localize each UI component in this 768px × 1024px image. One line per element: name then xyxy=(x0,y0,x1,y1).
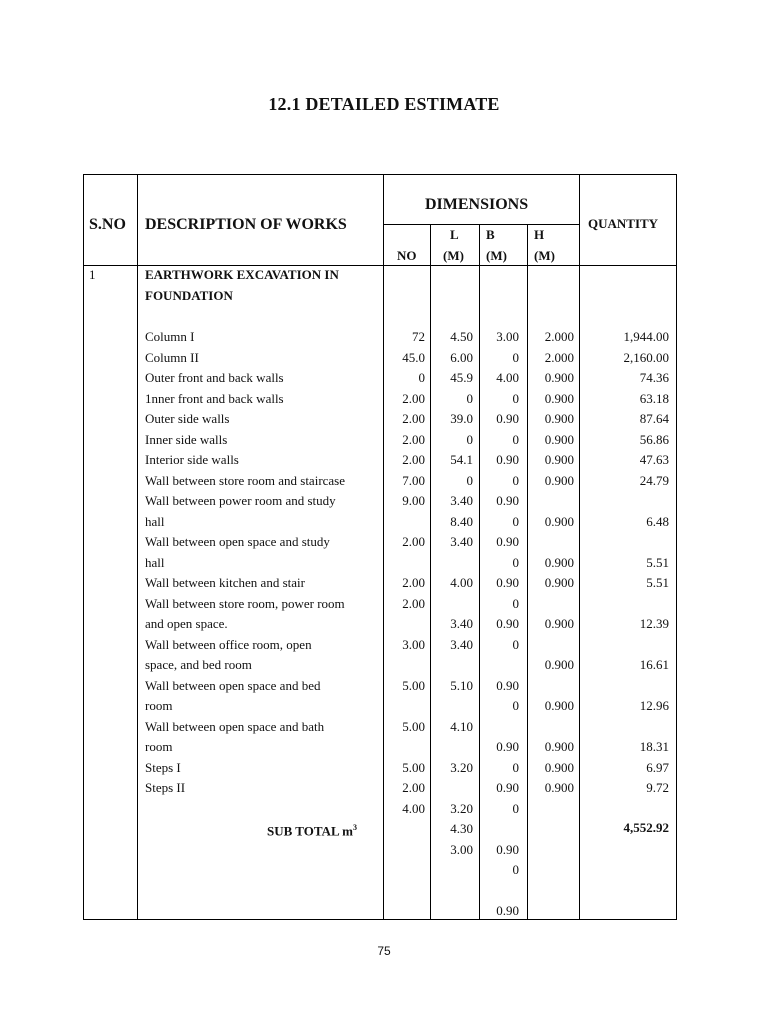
quantity-value: 12.39 xyxy=(639,616,669,631)
header-sno: S.NO xyxy=(89,216,126,233)
work-description: Outer side walls xyxy=(145,411,230,426)
work-description: space, and bed room xyxy=(145,657,252,672)
height-value: 0.900 xyxy=(544,472,574,488)
length-value: 3.40 xyxy=(450,616,473,631)
length-value: 6.00 xyxy=(450,349,473,365)
no-value: 2.00 xyxy=(402,595,425,611)
breadth-value: 0.90 xyxy=(496,616,519,631)
column-divider xyxy=(137,174,138,920)
breadth-value: 0.90 xyxy=(496,739,519,754)
height-value: 0.900 xyxy=(544,411,574,426)
height-value: 0.900 xyxy=(544,575,574,590)
work-description: Outer front and back walls xyxy=(145,370,284,385)
header-bottom-line xyxy=(83,265,677,266)
length-value: 54.1 xyxy=(450,452,473,467)
quantity-value: 24.79 xyxy=(639,472,669,488)
work-description: Wall between open space and study xyxy=(145,534,330,549)
work-description: Wall between kitchen and stair xyxy=(145,575,305,590)
quantity-value: 63.18 xyxy=(639,390,669,406)
subtotal-label: SUB TOTAL $m^3$ xyxy=(267,823,357,839)
header-h: H xyxy=(534,227,545,242)
height-value: 0.900 xyxy=(544,554,574,570)
header-no: NO xyxy=(397,248,417,263)
item-sno: 1 xyxy=(89,267,96,282)
work-description: Column I xyxy=(145,329,195,344)
page-number: 75 xyxy=(377,944,391,958)
work-description: Wall between store room and staircase xyxy=(145,472,346,488)
no-value: 72 xyxy=(412,329,425,344)
breadth-value: 0.90 xyxy=(496,841,519,857)
quantity-value: 47.63 xyxy=(639,452,669,467)
height-value: 0.900 xyxy=(544,739,574,754)
length-value: 4.00 xyxy=(450,575,473,590)
length-value: 3.20 xyxy=(450,759,473,775)
quantity-value: 56.86 xyxy=(639,431,669,447)
length-value: 3.40 xyxy=(450,636,473,652)
no-value: 5.00 xyxy=(402,718,425,734)
quantity-value: 5.51 xyxy=(646,575,669,590)
no-value: 2.00 xyxy=(402,452,425,467)
quantity-value: 18.31 xyxy=(639,739,669,754)
quantity-value: 6.97 xyxy=(646,759,669,775)
no-value: 3.00 xyxy=(402,636,425,652)
length-value: 4.30 xyxy=(450,821,473,836)
no-value: 4.00 xyxy=(402,800,425,816)
height-value: 0.900 xyxy=(544,780,574,795)
work-description: hall xyxy=(145,554,165,570)
work-description: Wall between power room and study xyxy=(145,493,336,508)
breadth-value: 0 xyxy=(512,759,519,775)
breadth-value: 0 xyxy=(512,636,519,652)
breadth-value: 3.00 xyxy=(496,329,519,344)
no-value: 2.00 xyxy=(402,431,425,447)
breadth-value: 0 xyxy=(512,800,519,816)
length-value: 0 xyxy=(466,431,473,447)
breadth-value: 0.90 xyxy=(496,534,519,549)
height-value: 0.900 xyxy=(544,431,574,447)
column-divider xyxy=(579,174,580,920)
height-value: 0.900 xyxy=(544,390,574,406)
no-value: 0 xyxy=(418,370,425,385)
breadth-value: 0 xyxy=(512,513,519,529)
header-quantity: QUANTITY xyxy=(588,216,659,231)
work-description: Interior side walls xyxy=(145,452,239,467)
length-value: 5.10 xyxy=(450,677,473,693)
quantity-value: 6.48 xyxy=(646,513,669,529)
breadth-value: 0 xyxy=(512,698,519,713)
item-heading: EARTHWORK EXCAVATION IN xyxy=(145,267,339,282)
breadth-value: 4.00 xyxy=(496,370,519,385)
height-value: 0.900 xyxy=(544,452,574,467)
work-description: Wall between open space and bed xyxy=(145,677,321,693)
length-value: 8.40 xyxy=(450,513,473,529)
work-description: room xyxy=(145,739,173,754)
dimensions-divider xyxy=(383,224,579,225)
breadth-value: 0 xyxy=(512,862,519,877)
breadth-value: 0.90 xyxy=(496,452,519,467)
quantity-value: 2,160.00 xyxy=(623,349,669,365)
work-description: Wall between store room, power room xyxy=(145,595,345,611)
breadth-value: 0 xyxy=(512,472,519,488)
work-description: Wall between office room, open xyxy=(145,636,312,652)
height-value: 2.000 xyxy=(544,329,574,344)
height-value: 2.000 xyxy=(544,349,574,365)
no-value: 5.00 xyxy=(402,677,425,693)
work-description: Column II xyxy=(145,349,199,365)
breadth-value: 0.90 xyxy=(496,677,519,693)
length-value: 3.00 xyxy=(450,841,473,857)
breadth-value: 0 xyxy=(512,554,519,570)
length-value: 4.10 xyxy=(450,718,473,734)
height-value: 0.900 xyxy=(544,698,574,713)
breadth-value: 0.90 xyxy=(496,411,519,426)
work-description: room xyxy=(145,698,173,713)
page-title: 12.1 DETAILED ESTIMATE xyxy=(268,94,500,114)
length-value: 3.40 xyxy=(450,493,473,508)
no-value: 7.00 xyxy=(402,472,425,488)
breadth-value: 0.90 xyxy=(496,903,519,918)
breadth-value: 0.90 xyxy=(496,575,519,590)
quantity-value: 9.72 xyxy=(646,780,669,795)
length-value: 3.40 xyxy=(450,534,473,549)
no-value: 45.0 xyxy=(402,349,425,365)
header-description: DESCRIPTION OF WORKS xyxy=(145,216,347,233)
column-divider xyxy=(527,174,528,920)
length-value: 3.20 xyxy=(450,800,473,816)
work-description: and open space. xyxy=(145,616,228,631)
length-value: 0 xyxy=(466,472,473,488)
item-heading: FOUNDATION xyxy=(145,288,233,303)
header-dimensions: DIMENSIONS xyxy=(425,196,529,213)
work-description: Steps I xyxy=(145,759,181,775)
quantity-value: 87.64 xyxy=(639,411,669,426)
breadth-value: 0.90 xyxy=(496,493,519,508)
height-value: 0.900 xyxy=(544,513,574,529)
quantity-value: 74.36 xyxy=(639,370,669,385)
work-description: Wall between open space and bath xyxy=(145,718,325,734)
length-value: 45.9 xyxy=(450,370,473,385)
no-value: 2.00 xyxy=(402,780,425,795)
header-l-unit: (M) xyxy=(443,248,464,263)
height-value: 0.900 xyxy=(544,370,574,385)
height-value: 0.900 xyxy=(544,616,574,631)
quantity-value: 16.61 xyxy=(639,657,669,672)
work-description: hall xyxy=(145,513,165,529)
quantity-value: 1,944.00 xyxy=(623,329,669,344)
quantity-value: 5.51 xyxy=(646,554,669,570)
header-b-unit: (M) xyxy=(486,248,507,263)
length-value: 4.50 xyxy=(450,329,473,344)
header-h-unit: (M) xyxy=(534,248,555,263)
work-description: 1nner front and back walls xyxy=(145,390,284,406)
breadth-value: 0 xyxy=(512,595,519,611)
no-value: 2.00 xyxy=(402,411,425,426)
quantity-value: 12.96 xyxy=(639,698,669,713)
work-description: Steps II xyxy=(145,780,186,795)
height-value: 0.900 xyxy=(544,657,574,672)
breadth-value: 0 xyxy=(512,431,519,447)
breadth-value: 0.90 xyxy=(496,780,519,795)
no-value: 2.00 xyxy=(402,534,425,549)
no-value: 5.00 xyxy=(402,759,425,775)
work-description: Inner side walls xyxy=(145,431,228,447)
no-value: 9.00 xyxy=(402,493,425,508)
no-value: 2.00 xyxy=(402,575,425,590)
breadth-value: 0 xyxy=(512,390,519,406)
no-value: 2.00 xyxy=(402,390,425,406)
length-value: 0 xyxy=(466,390,473,406)
length-value: 39.0 xyxy=(450,411,473,426)
header-b: B xyxy=(486,227,495,242)
header-l: L xyxy=(450,227,459,242)
height-value: 0.900 xyxy=(544,759,574,775)
subtotal-value: 4,552.92 xyxy=(623,820,669,835)
breadth-value: 0 xyxy=(512,349,519,365)
